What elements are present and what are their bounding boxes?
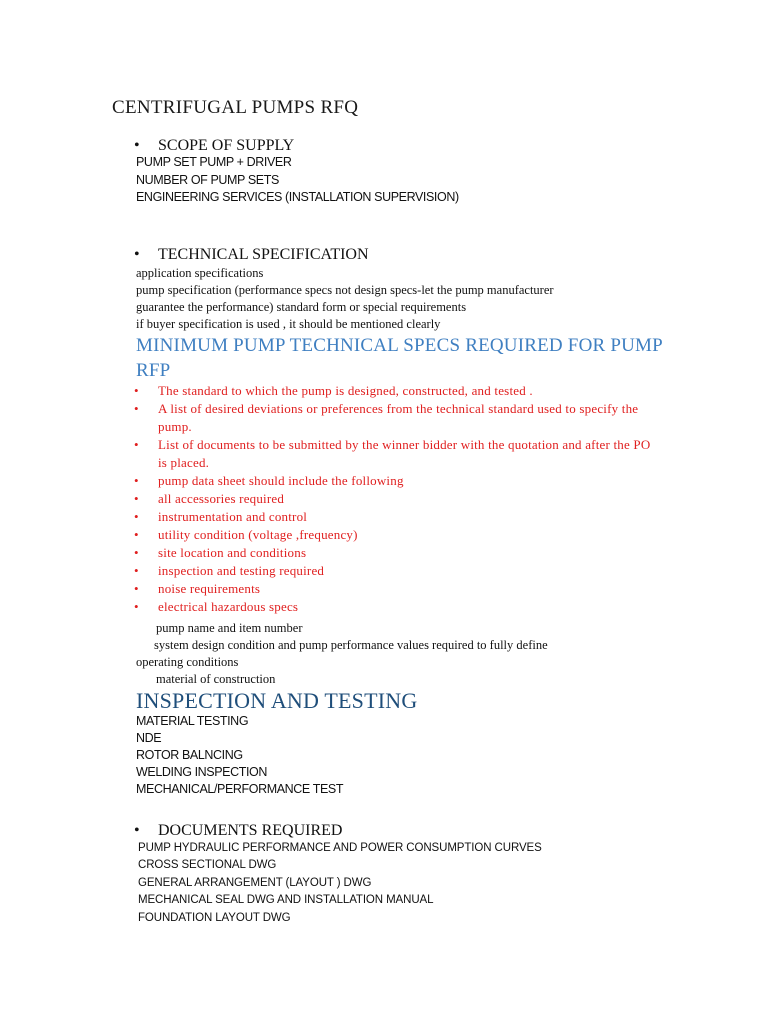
- list-item: • all accessories required: [134, 491, 285, 506]
- bullet-icon: •: [134, 509, 139, 524]
- bullet-icon: •: [134, 401, 139, 416]
- minimum-heading-line1: MINIMUM PUMP TECHNICAL SPECS REQUIRED FOR PUMP: [136, 335, 663, 356]
- documents-line: GENERAL ARRANGEMENT (LAYOUT ) DWG: [138, 877, 372, 889]
- documents-heading: [134, 823, 342, 839]
- scope-heading: [134, 138, 294, 154]
- documents-line: CROSS SECTIONAL DWG: [138, 859, 277, 871]
- documents-line: PUMP HYDRAULIC PERFORMANCE AND POWER CONSUMPTION CURVES: [138, 842, 542, 854]
- inspection-line: WELDING INSPECTION: [136, 765, 268, 779]
- documents-line: FOUNDATION LAYOUT DWG: [138, 912, 291, 924]
- bullet-icon: •: [134, 822, 140, 839]
- documents-heading-text: DOCUMENTS REQUIRED: [158, 822, 343, 839]
- bullet-icon: •: [134, 491, 139, 506]
- list-item: • A list of desired deviations or preferences from the technical standard used to specify the pump.: [134, 401, 639, 434]
- scope-line: NUMBER OF PUMP SETS: [136, 173, 279, 187]
- bullet-icon: •: [134, 437, 139, 452]
- bullet-icon: •: [134, 581, 139, 596]
- technical-heading-text: TECHNICAL SPECIFICATION: [158, 246, 369, 263]
- scope-line: ENGINEERING SERVICES (INSTALLATION SUPERVISION): [136, 190, 459, 204]
- datasheet-line: operating conditions: [136, 655, 239, 669]
- inspection-line: ROTOR BALNCING: [136, 748, 243, 762]
- inspection-line: MECHANICAL/PERFORMANCE TEST: [136, 782, 344, 796]
- list-item: • pump data sheet should include the following: [134, 473, 404, 488]
- bullet-icon: •: [134, 473, 139, 488]
- list-item: • The standard to which the pump is designed, constructed, and tested .: [134, 383, 533, 398]
- inspection-line: MATERIAL TESTING: [136, 714, 249, 728]
- technical-heading: [134, 247, 369, 263]
- minimum-spec-list: [134, 382, 654, 616]
- bullet-icon: •: [134, 137, 140, 154]
- bullet-icon: •: [134, 599, 139, 614]
- datasheet-line: system design condition and pump performance values required to fully define: [154, 638, 548, 652]
- technical-line: guarantee the performance) standard form or special requirements: [136, 300, 467, 314]
- list-item: • site location and conditions: [134, 545, 307, 560]
- list-item: • electrical hazardous specs: [134, 599, 299, 614]
- technical-line: pump specification (performance specs not design specs-let the pump manufacturer: [136, 283, 554, 297]
- bullet-icon: •: [134, 246, 140, 263]
- documents-line: MECHANICAL SEAL DWG AND INSTALLATION MANUAL: [138, 894, 434, 906]
- technical-line: application specifications: [136, 266, 264, 280]
- bullet-icon: •: [134, 545, 139, 560]
- inspection-heading: INSPECTION AND TESTING: [136, 688, 418, 713]
- minimum-heading-line2: RFP: [136, 360, 171, 381]
- datasheet-line: pump name and item number: [156, 621, 303, 635]
- list-item: • utility condition (voltage ,frequency): [134, 527, 358, 542]
- inspection-line: NDE: [136, 731, 162, 745]
- page-title: CENTRIFUGAL PUMPS RFQ: [112, 97, 359, 118]
- list-item: • noise requirements: [134, 581, 261, 596]
- list-item: • List of documents to be submitted by the winner bidder with the quotation and after the PO is placed.: [134, 437, 651, 470]
- bullet-icon: •: [134, 383, 139, 398]
- datasheet-line: material of construction: [156, 672, 276, 686]
- technical-line: if buyer specification is used , it should be mentioned clearly: [136, 317, 441, 331]
- list-item: • instrumentation and control: [134, 509, 308, 524]
- bullet-icon: •: [134, 527, 139, 542]
- scope-line: PUMP SET PUMP + DRIVER: [136, 155, 292, 169]
- list-item: • inspection and testing required: [134, 563, 325, 578]
- scope-heading-text: SCOPE OF SUPPLY: [158, 137, 295, 154]
- bullet-icon: •: [134, 563, 139, 578]
